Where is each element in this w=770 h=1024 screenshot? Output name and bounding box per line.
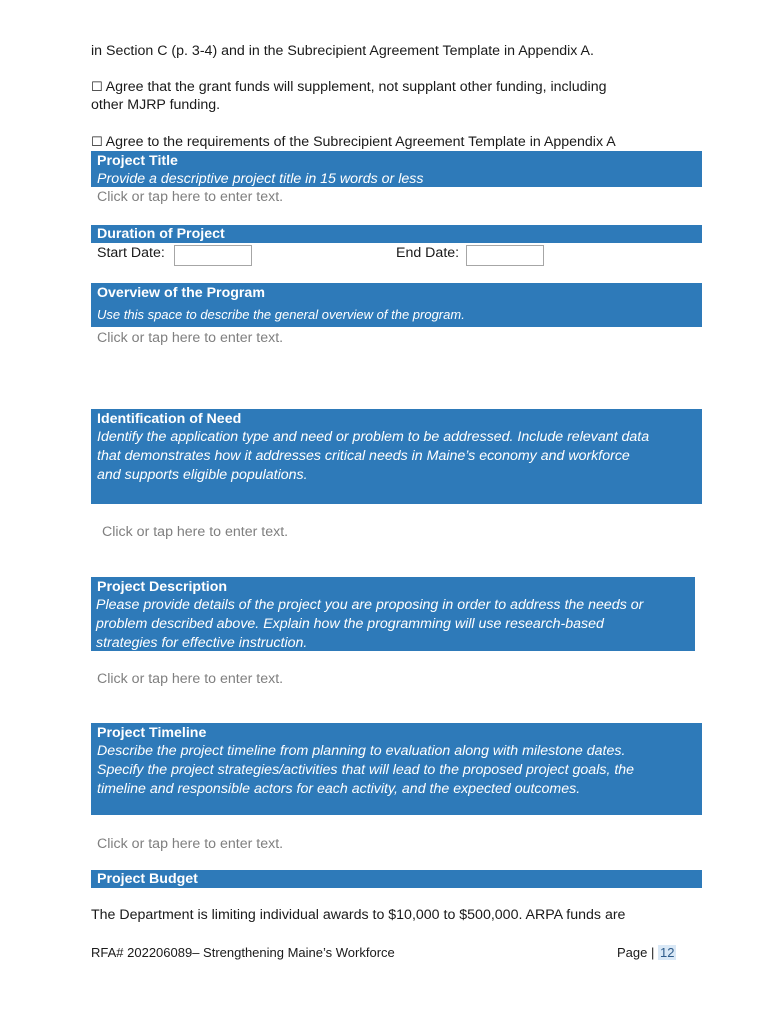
supplement-label-cont: other MJRP funding.: [91, 97, 221, 113]
timeline-header: [91, 723, 702, 815]
section-description: Please provide details of the project you are proposing in order to address the needs or: [96, 597, 644, 613]
section-description: that demonstrates how it addresses critical needs in Maine’s economy and workforce: [97, 448, 630, 464]
section-title: Duration of Project: [97, 226, 225, 242]
section-description: timeline and responsible actors for each activity, and the expected outcomes.: [97, 781, 581, 797]
supplement-agreement[interactable]: [91, 78, 607, 97]
timeline-field[interactable]: Click or tap here to enter text.: [97, 836, 284, 852]
duration-header: [91, 225, 702, 243]
start-date-input[interactable]: [174, 245, 252, 266]
section-description: Provide a descriptive project title in 15 words or less: [97, 171, 424, 187]
section-title: Overview of the Program: [97, 285, 265, 301]
section-description: and supports eligible populations.: [97, 467, 308, 483]
budget-text: The Department is limiting individual awards to $10,000 to $500,000. ARPA funds are: [91, 907, 626, 923]
footer-page: [617, 945, 676, 961]
section-title: Identification of Need: [97, 411, 242, 427]
section-title: Project Title: [97, 153, 178, 169]
section-description: Use this space to describe the general overview of the program.: [97, 307, 465, 322]
start-date-label: Start Date:: [97, 245, 165, 261]
footer-rfa: RFA# 202206089– Strengthening Maine’s Workforce: [91, 945, 395, 960]
section-description: Specify the project strategies/activities that will lead to the proposed project goals, the: [97, 762, 635, 778]
overview-header: [91, 283, 702, 327]
description-header: [91, 577, 695, 651]
end-date-input[interactable]: [466, 245, 544, 266]
supplement-checkbox[interactable]: ☐: [91, 80, 103, 95]
section-description: strategies for effective instruction.: [96, 635, 308, 651]
section-title: Project Description: [97, 579, 228, 595]
section-title: Project Timeline: [97, 725, 207, 741]
supplement-label: Agree that the grant funds will supplement, not supplant other funding, including: [105, 79, 607, 95]
section-title: Project Budget: [97, 871, 198, 887]
project-title-header: [91, 151, 702, 187]
page-number: 12: [659, 945, 675, 960]
page-label: Page |: [617, 945, 655, 960]
subrecipient-label: Agree to the requirements of the Subrecipient Agreement Template in Appendix A: [105, 134, 616, 150]
overview-field[interactable]: Click or tap here to enter text.: [97, 330, 284, 346]
section-description: Identify the application type and need or problem to be addressed. Include relevant data: [97, 429, 650, 445]
project-title-field[interactable]: Click or tap here to enter text.: [97, 189, 284, 205]
budget-header: [91, 870, 702, 888]
subrecipient-checkbox[interactable]: ☐: [91, 135, 103, 150]
end-date-label: End Date:: [396, 245, 460, 261]
section-description: problem described above. Explain how the programming will use research-based: [96, 616, 604, 632]
subrecipient-agreement[interactable]: [91, 133, 616, 152]
intro-text: in Section C (p. 3-4) and in the Subrecipient Agreement Template in Appendix A.: [91, 43, 594, 59]
section-description: Describe the project timeline from planning to evaluation along with milestone dates.: [97, 743, 626, 759]
need-field[interactable]: Click or tap here to enter text.: [102, 524, 289, 540]
need-header: [91, 409, 702, 504]
description-field[interactable]: Click or tap here to enter text.: [97, 671, 284, 687]
